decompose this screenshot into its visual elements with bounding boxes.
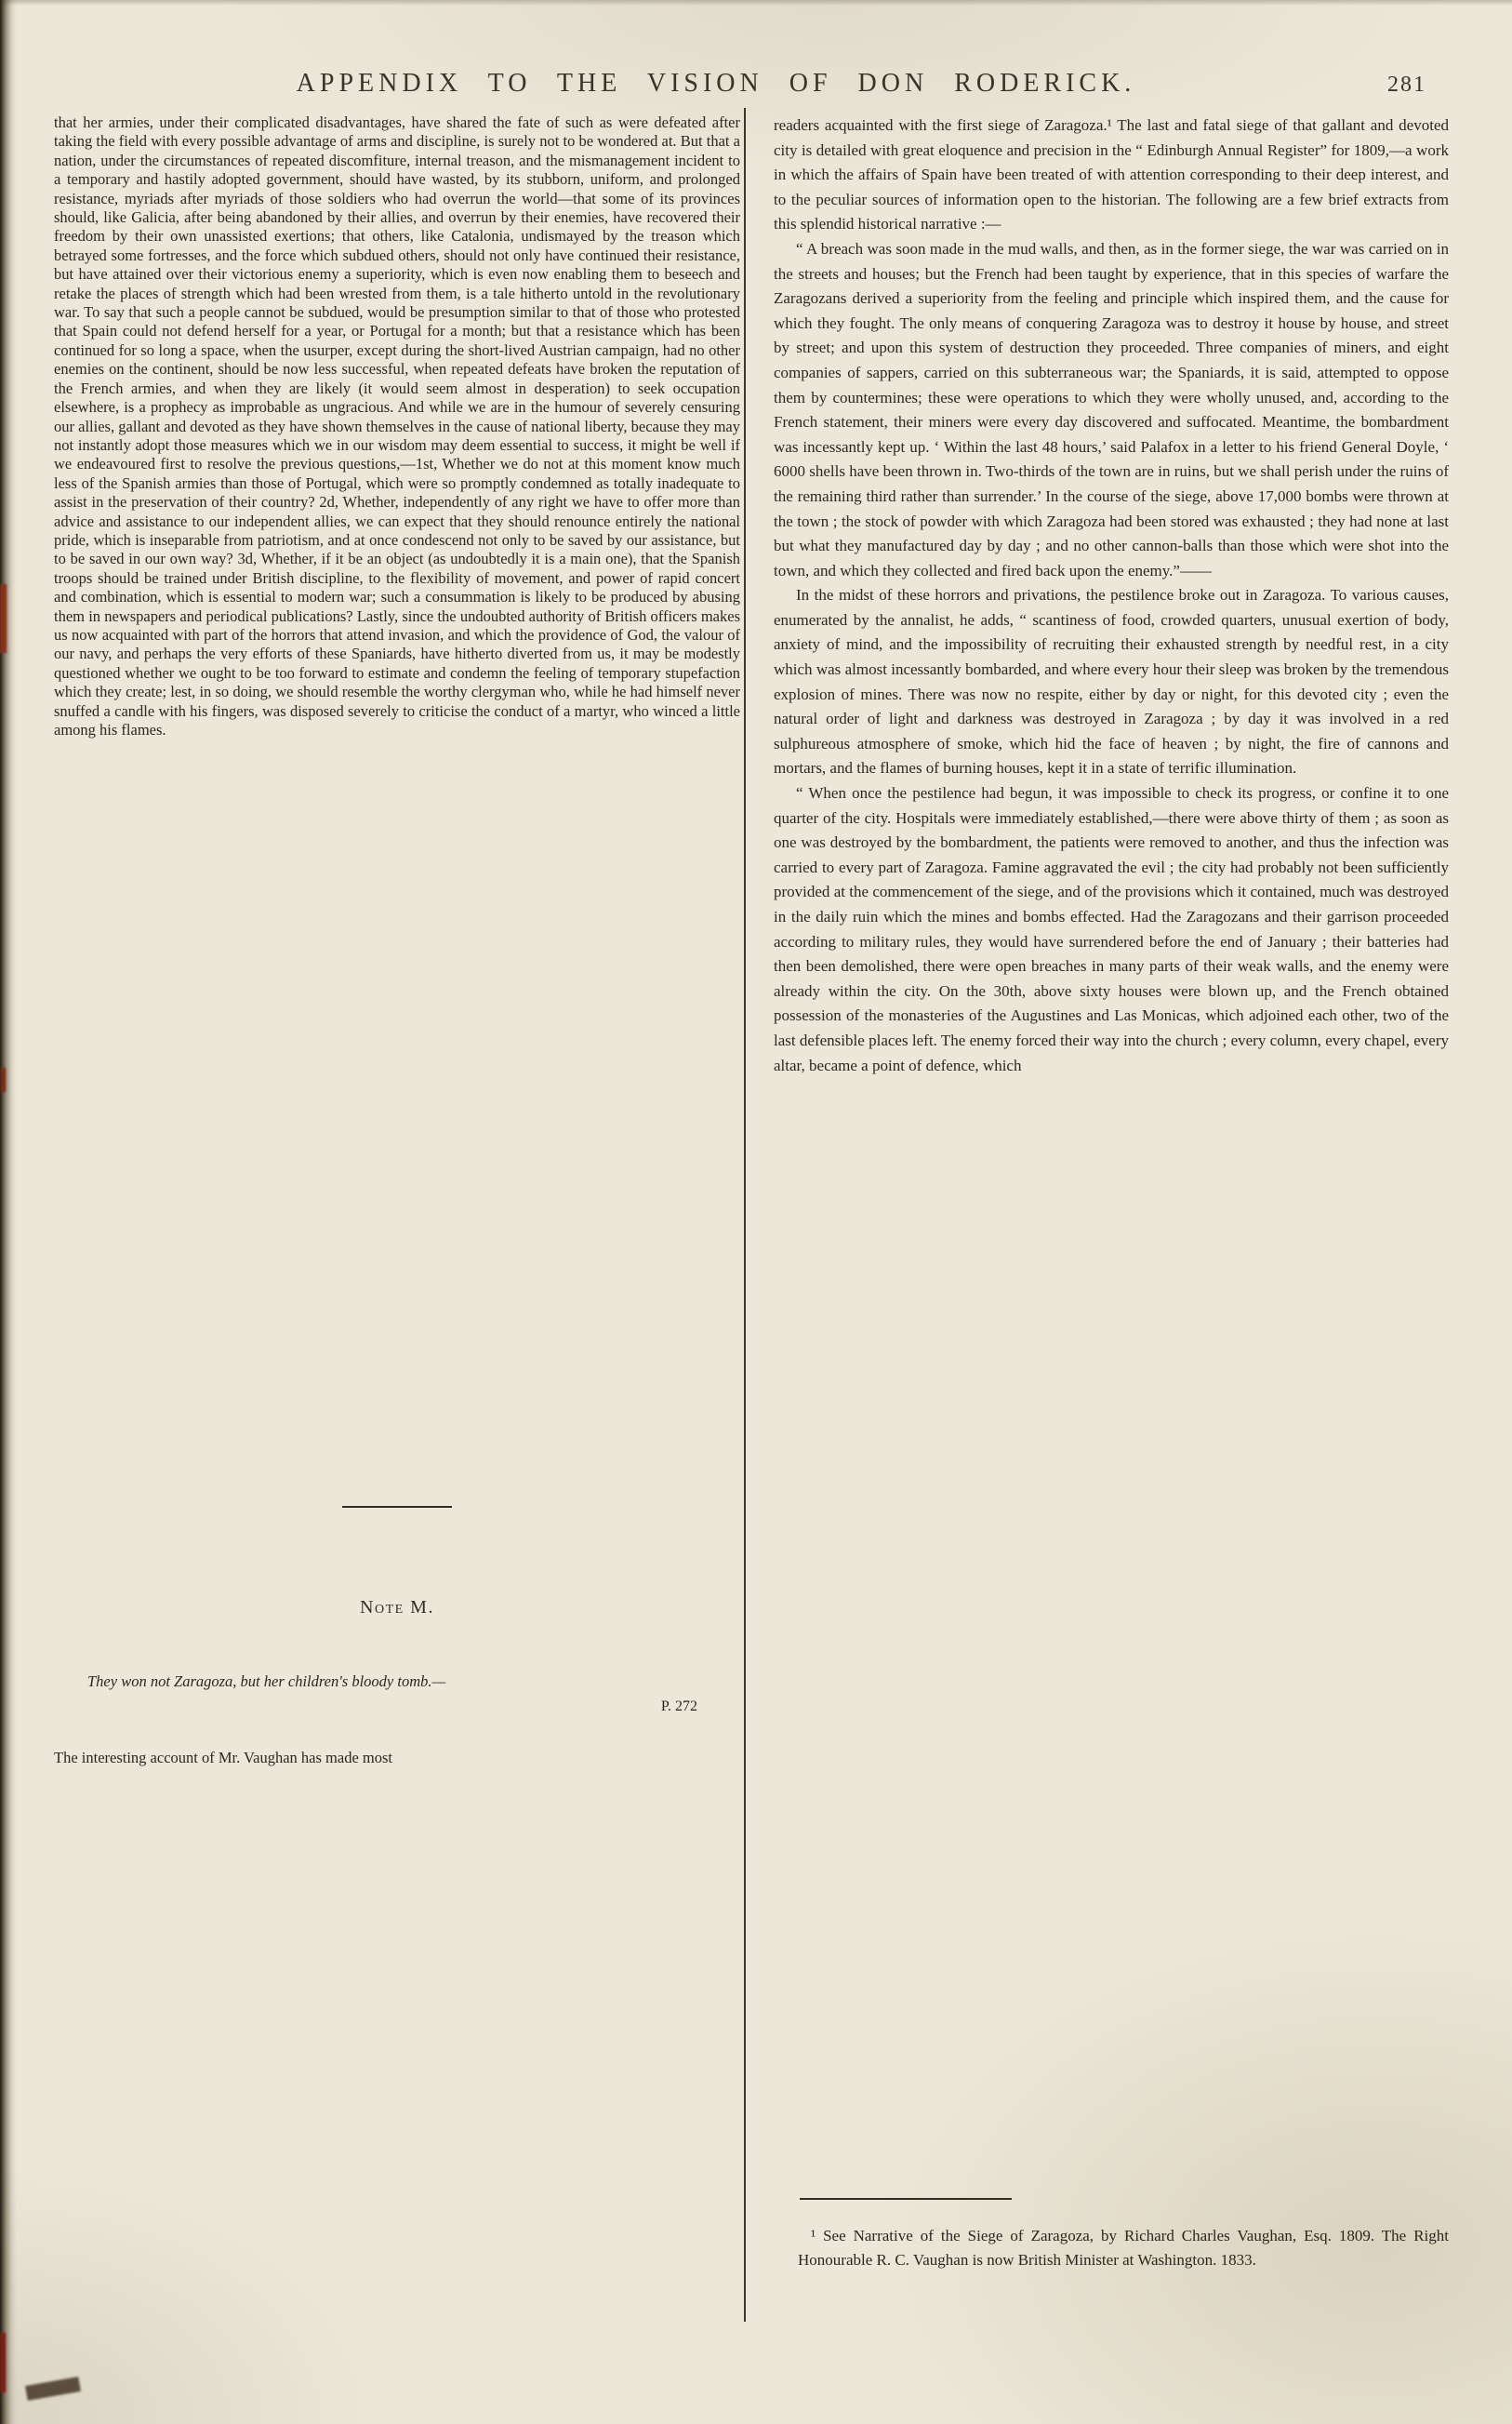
- right-column-paragraph: readers acquainted with the first siege of Zaragoza.¹ The last and fatal siege of that gallant and devoted city is detailed with great eloquence and precision in the “ Edinburgh Annual Register” for 1809,—a work in which the affairs of Spain have been treated of with attention corresponding to their deep interest, and to the peculiar sources of information open to the historian. The following are a few brief extracts from this splendid historical narrative :—: [774, 116, 1449, 233]
- footnote-rule: [800, 2198, 1012, 2200]
- scan-edge-artifact: [0, 584, 7, 653]
- scan-edge-artifact: [0, 2333, 6, 2392]
- note-epigraph: They won not Zaragoza, but her children's bloody tomb.—: [87, 1672, 446, 1690]
- right-column-paragraph: In the midst of these horrors and privations, the pestilence broke out in Zaragoza. To various causes, enumerated by the annalist, he adds, “ scantiness of food, crowded quarters, unusual exertion of body, anxiety of mind, and the impossibility of recruiting their exhausted strength by needful rest, in a city which was almost incessantly bombarded, and where every hour their sleep was broken by the tremendous explosion of mines. There was now no respite, either by day or night, for this devoted city ; even the natural order of light and darkness was destroyed in Zaragoza ; by day it was involved in a red sulphureous atmosphere of smoke, which hid the face of heaven ; by night, the fire of cannons and mortars, and the flames of burning houses, kept it in a state of terrific illumination.: [774, 586, 1449, 778]
- column-divider-rule: [744, 108, 746, 2322]
- note-epigraph-reference: P. 272: [660, 1698, 697, 1714]
- left-column: [54, 113, 740, 1767]
- page-number: 281: [1387, 73, 1426, 97]
- right-column-paragraph: “ A breach was soon made in the mud walls, and then, as in the former siege, the war was carried on in the streets and houses; but the French had been taught by experience, that in this species of warfare the Zaragozans derived a superiority from the feeling and principle which inspired them, and the cause for which they fought. The only means of conquering Zaragoza was to destroy it house by house, and street by street; and upon this system of destruction they proceeded. Three companies of miners, and eight companies of sappers, carried on this subterraneous war; the Spaniards, it is said, attempted to oppose them by countermines; these were operations to which they were wholly unused, and, according to the French statement, their miners were every day discovered and suffocated. Meantime, the bombardment was incessantly kept up. ‘ Within the last 48 hours,’ said Palafox in a letter to his friend General Doyle, ‘ 6000 shells have been thrown in. Two-thirds of the town are in ruins, but we shall perish under the ruins of the remaining third rather than surrender.’ In the course of the siege, above 17,000 bombs were thrown at the town ; the stock of powder with which Zaragoza had been stored was exhausted ; they had none at last but what they manufactured day by day ; and no other cannon-balls than those which were shot into the town, and which they collected and fired back upon the enemy.”——: [774, 239, 1449, 579]
- right-column-paragraph: “ When once the pestilence had begun, it was impossible to check its progress, or confine it to one quarter of the city. Hospitals were immediately established,—there were above thirty of them ; as soon as one was destroyed by the bombardment, the patients were removed to another, and thus the infection was carried to every part of Zaragoza. Famine aggravated the evil ; the city had probably not been sufficiently provided at the commencement of the siege, and of the provisions which it contained, much was destroyed in the daily ruin which the mines and bombs effected. Had the Zaragozans and their garrison proceeded according to military rules, they would have surrendered before the end of January ; their batteries had then been demolished, there were open breaches in many parts of their weak walls, and the enemy were already within the city. On the 30th, above sixty houses were blown up, and the French obtained possession of the monasteries of the Augustines and Las Monicas, which adjoined each other, two of the last defensible places left. The enemy forced their way into the church ; every column, every chapel, every altar, became a point of defence, which: [774, 784, 1449, 1074]
- note-heading: Note M.: [360, 1597, 434, 1618]
- footnote: ¹ See Narrative of the Siege of Zaragoza, by Richard Charles Vaughan, Esq. 1809. The Right Honourable R. C. Vaughan is now British Minister at Washington. 1833.: [798, 2226, 1449, 2270]
- note-opening-line: The interesting account of Mr. Vaughan has made most: [54, 1749, 392, 1766]
- scan-top-shadow: [0, 0, 1512, 6]
- scan-edge-shadow: [0, 0, 17, 2424]
- section-rule: [342, 1506, 452, 1508]
- note-section: [54, 1506, 740, 1767]
- right-column: [774, 113, 1449, 2273]
- footnote-section: [774, 2198, 1449, 2273]
- scan-edge-artifact: [1, 1068, 6, 1092]
- page-title: APPENDIX TO THE VISION OF DON RODERICK.: [296, 69, 1136, 98]
- left-column-paragraph: that her armies, under their complicated disadvantages, have shared the fate of such as were defeated after taking the field with every possible advantage of arms and discipline, is surely not to be wondered at. But that a nation, under the circumstances of repeated discomfiture, internal treason, and the mismanagement incident to a temporary and hastily adopted government, should have wasted, by its stubborn, uniform, and prolonged resistance, myriads after myriads of those soldiers who had overrun the world—that some of its provinces should, like Galicia, after being abandoned by their allies, and overrun by their enemies, have recovered their freedom by their own unassisted exertions; that others, like Catalonia, undismayed by the treason which betrayed some fortresses, and the force which subdued others, should not only have continued their resistance, but have attained over their victorious enemy a superiority, which is even now enabling them to beseech and retake the places of strength which had been wrested from them, is a tale hitherto untold in the revolutionary war. To say that such a people cannot be subdued, would be presumption similar to that of those who protested that Spain could not defend herself for a year, or Portugal for a month; but that a resistance which has been continued for so long a space, when the usurper, except during the short-lived Austrian campaign, had no other enemies on the continent, should be now less successful, when repeated defeats have broken the reputation of the French armies, and when they are likely (it would seem almost in desperation) to seek occupation elsewhere, is a prophecy as improbable as ungracious. And while we are in the humour of severely censuring our allies, gallant and devoted as they have shown themselves in the cause of national liberty, because they may not instantly adopt those measures which we in our wisdom may deem essential to success, it might be well if we endeavoured first to resolve the previous questions,—1st, Whether we do not at this moment know much less of the Spanish armies than those of Portugal, which were so promptly condemned as totally inadequate to assist in the preservation of their country? 2d, Whether, independently of any right we have to offer more than advice and assistance to our independent allies, we can expect that they should renounce entirely the national pride, which is inseparable from patriotism, and at once condescend not only to be saved by our assistance, but to be saved in our own way? 3d, Whether, if it be an object (as undoubtedly it is a main one), that the Spanish troops should be trained under British discipline, to the flexibility of movement, and power of rapid concert and combination, which is essential to modern war; such a consummation is likely to be produced by abusing them in newspapers and periodical publications? Lastly, since the undoubted authority of British officers makes us now acquainted with part of the horrors that attend invasion, and which the providence of God, the valour of our navy, and perhaps the very efforts of these Spaniards, have hitherto diverted from us, it may be modestly questioned whether we ought to be too forward to estimate and condemn the feeling of temporary stupefaction which they create; lest, in so doing, we should resemble the worthy clergyman who, while he had himself never snuffed a candle with his fingers, was disposed severely to criticise the conduct of a martyr, who winced a little among his flames.: [54, 113, 740, 739]
- ink-mark: [25, 2377, 81, 2401]
